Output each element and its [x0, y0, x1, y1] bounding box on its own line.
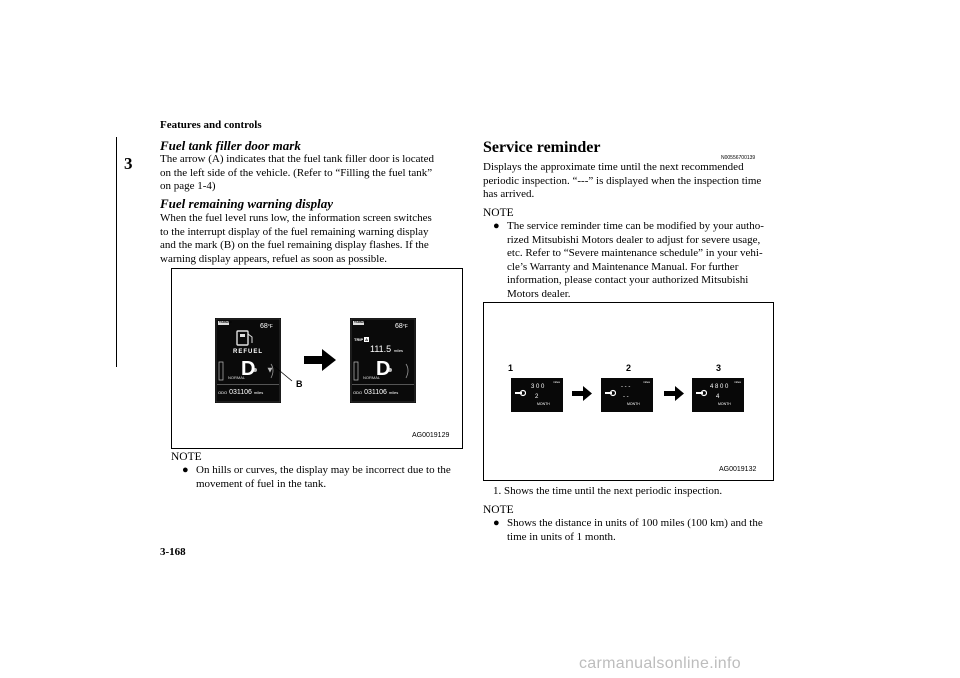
temp-value: 68 — [395, 323, 403, 330]
months-value: 2 — [535, 394, 539, 400]
temp-value: 68 — [260, 323, 268, 330]
figure-code: AG0019132 — [719, 466, 757, 473]
figure-code: AG0019129 — [412, 432, 450, 439]
service-screen-3 — [692, 378, 744, 412]
note-label: NOTE — [171, 451, 202, 463]
note-bullet-item — [493, 517, 773, 547]
note-bullet-item — [493, 220, 773, 304]
odometer — [353, 389, 398, 396]
gear-indicator: D — [241, 358, 256, 380]
screen-number: 3 — [716, 363, 722, 373]
text-line: etc. Refer to “Severe maintenance schedule” in your vehi- — [507, 247, 763, 260]
heading-fuel-remaining-warning-display: Fuel remaining warning display — [160, 196, 334, 211]
trip-letter: A — [365, 337, 369, 342]
outside-temp — [260, 323, 273, 330]
page-number: 3-168 — [160, 546, 186, 558]
text-line: Motors dealer. — [507, 287, 571, 300]
text-line: Displays the approximate time until the next recommended — [483, 161, 744, 173]
trip-unit: miles — [393, 348, 404, 353]
odo-unit: miles — [388, 390, 399, 395]
text-line: rized Mitsubishi Motors dealer to adjust for severe usage, — [507, 233, 761, 246]
trip-distance — [370, 344, 403, 354]
display-tag: TARMAC — [354, 320, 367, 324]
arrow-right-icon — [572, 386, 592, 401]
chapter-tab-number: 3 — [124, 154, 133, 173]
distance-value: 3 0 0 — [531, 384, 545, 390]
distance-value: - - - — [621, 384, 631, 390]
odo-unit: miles — [253, 390, 264, 395]
paragraph-service-reminder — [483, 161, 773, 202]
months-value: 4 — [716, 394, 720, 400]
odo-label: ODO — [353, 390, 363, 395]
list-item-1: 1. Shows the time until the next periodic inspection. — [493, 485, 723, 497]
arrow-right-icon — [304, 349, 336, 371]
figure-service-reminder — [483, 302, 774, 481]
text-line: time in units of 1 month. — [507, 530, 616, 543]
temp-unit: °F — [402, 324, 408, 330]
callout-b-label: B — [296, 379, 303, 389]
dist-unit: miles — [642, 380, 650, 384]
note-label: NOTE — [483, 504, 514, 516]
odo-label: ODO — [218, 390, 228, 395]
drive-mode: NORMAL — [228, 375, 246, 380]
note-label: NOTE — [483, 207, 514, 219]
wrench-icon — [695, 388, 707, 398]
text-line: on the left side of the vehicle. (Refer to “Filling the fuel tank” — [160, 166, 433, 179]
text-line: On hills or curves, the display may be incorrect due to the — [196, 464, 451, 476]
text-line: warning display appears, refuel as soon as possible. — [160, 252, 387, 265]
trip-value: 111.5 — [370, 344, 392, 354]
dist-unit: miles — [733, 380, 741, 384]
wrench-icon — [604, 388, 616, 398]
bullet-icon: ● — [493, 517, 500, 529]
month-label: MONTH — [718, 402, 731, 406]
trip-text: TRIP — [354, 337, 364, 342]
odo-value: 031106 — [229, 389, 252, 396]
info-display-trip — [350, 318, 416, 403]
screen-number: 1 — [508, 363, 514, 373]
heading-fuel-tank-filler-door-mark: Fuel tank filler door mark — [160, 138, 301, 153]
service-screen-1 — [511, 378, 563, 412]
refuel-message: REFUEL — [233, 349, 263, 355]
text-line: periodic inspection. “---” is displayed when the inspection time — [483, 174, 762, 187]
dist-unit: miles — [552, 380, 560, 384]
screen-number: 2 — [626, 363, 632, 373]
distance-value: 4 8 0 0 — [710, 384, 729, 390]
watermark: carmanualsonline.info — [579, 655, 741, 672]
chapter-tab-rule — [116, 137, 117, 367]
temp-unit: °F — [267, 324, 273, 330]
heading-service-reminder: Service reminder — [483, 139, 601, 156]
odometer — [218, 389, 263, 396]
text-line: Shows the distance in units of 100 miles (100 km) and the — [507, 517, 763, 529]
text-line: and the mark (B) on the fuel remaining display flashes. If the — [160, 239, 429, 252]
section-code: N00556700139 — [721, 155, 756, 161]
arrow-right-icon — [664, 386, 684, 401]
text-line: cle’s Warranty and Maintenance Manual. For further — [507, 260, 739, 273]
info-display-refuel — [215, 318, 281, 403]
text-line: information, please contact your authorized Mitsubishi — [507, 274, 749, 287]
drive-mode: NORMAL — [363, 375, 381, 380]
note-bullet-item — [182, 464, 462, 494]
text-line: movement of fuel in the tank. — [196, 477, 327, 490]
months-value: - - — [623, 394, 629, 400]
text-line: on page 1-4) — [160, 180, 216, 193]
paragraph-filler-door — [160, 153, 462, 194]
trip-label — [354, 337, 369, 342]
gear-indicator: D — [376, 358, 391, 380]
wrench-icon — [514, 388, 526, 398]
odo-value: 031106 — [364, 389, 387, 396]
section-header: Features and controls — [160, 119, 262, 131]
text-line: The arrow (A) indicates that the fuel tank filler door is located — [160, 153, 434, 165]
paragraph-fuel-warning — [160, 212, 462, 266]
text-line: has arrived. — [483, 188, 535, 201]
outside-temp — [395, 323, 408, 330]
service-screen-2 — [601, 378, 653, 412]
month-label: MONTH — [537, 402, 550, 406]
display-tag: TARMAC — [219, 320, 232, 324]
text-line: to the interrupt display of the fuel remaining warning display — [160, 225, 429, 238]
text-line: When the fuel level runs low, the information screen switches — [160, 212, 432, 224]
bullet-icon: ● — [182, 464, 189, 476]
month-label: MONTH — [627, 402, 640, 406]
bullet-icon: ● — [493, 220, 500, 232]
text-line: The service reminder time can be modified by your autho- — [507, 220, 764, 232]
figure-fuel-warning — [171, 268, 463, 449]
